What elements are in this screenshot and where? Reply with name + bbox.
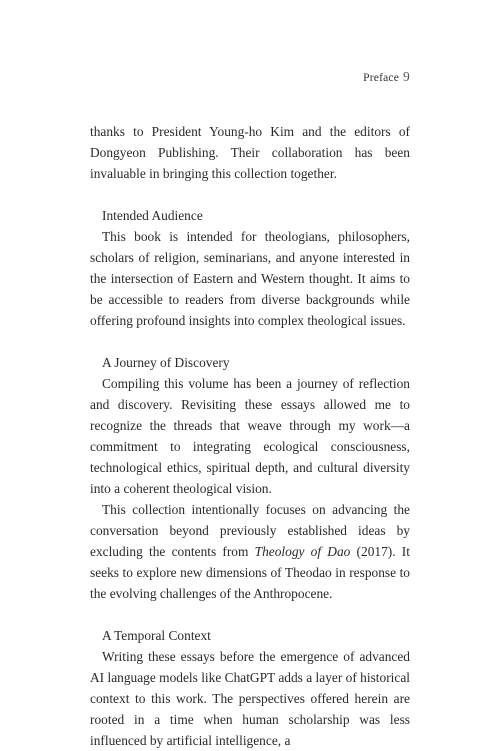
paragraph-journey-2-text-b: (2017). It seeks to explore new dimensions of Theodao in response to the evolving challenges of the Anthropocene. (90, 544, 410, 601)
running-head-title: Preface (363, 72, 400, 84)
section-spacer (90, 331, 410, 352)
heading-temporal-context: A Temporal Context (102, 628, 211, 643)
section-spacer (90, 604, 410, 625)
page-number: 9 (403, 69, 410, 84)
running-head (363, 69, 410, 85)
paragraph-journey-1: Compiling this volume has been a journey of reflection and discovery. Revisiting these essays allowed me to recognize the threads that weave through my work—a commitment to integrating ecological consciousness, technological ethics, spiritual depth, and cultural diversity into a coherent theological vision. (90, 376, 410, 496)
paragraph-audience: This book is intended for theologians, philosophers, scholars of religion, seminarians, and anyone interested in the intersection of Eastern and Western thought. It aims to be accessible to readers from diverse backgrounds while offering profound insights into complex theological issues. (90, 229, 410, 328)
body-text (90, 121, 410, 751)
paragraph-journey-2 (90, 499, 410, 604)
paragraph-temporal: Writing these essays before the emergence of advanced AI language models like ChatGPT adds a layer of historical context to this work. The perspectives offered herein are rooted in a time when human scholarship was less influenced by artificial intelligence, a (90, 649, 410, 748)
paragraph-continued: thanks to President Young-ho Kim and the editors of Dongyeon Publishing. Their collaboration has been invaluable in bringing this collection together. (90, 124, 410, 181)
paragraph-journey-2-text-a: This collection intentionally focuses on advancing the conversation beyond previously established ideas by excluding the contents from (90, 502, 410, 559)
heading-journey-of-discovery: A Journey of Discovery (102, 355, 230, 370)
section-spacer (90, 184, 410, 205)
book-title-theology-of-dao: Theology of Dao (254, 544, 351, 559)
heading-intended-audience: Intended Audience (102, 208, 203, 223)
